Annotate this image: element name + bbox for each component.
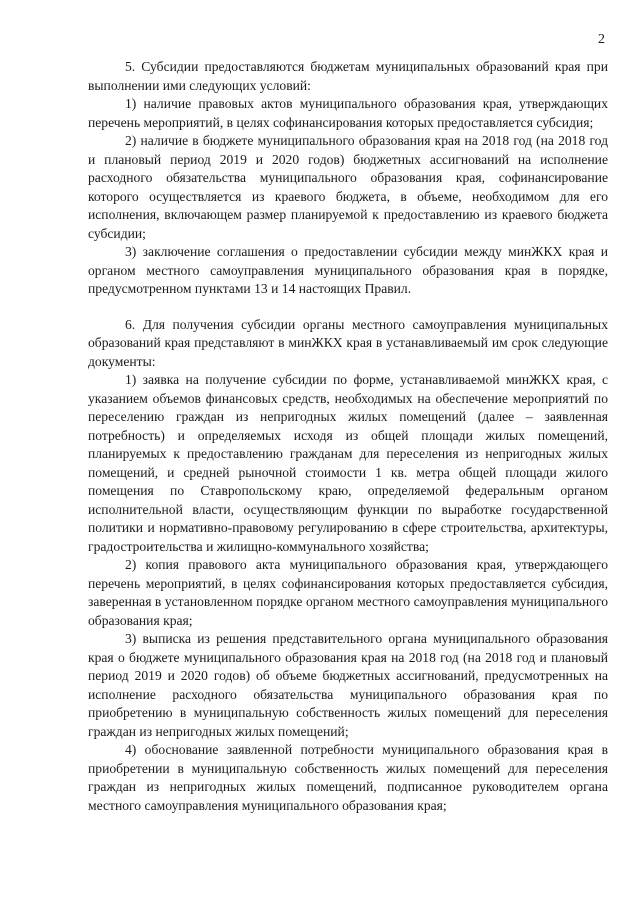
paragraph-5-item-3: 3) заключение соглашения о предоставлении субсидии между минЖКХ края и органом местного самоуправления муниципального образования края в порядке, предусмотренном пунктами 13 и 14 настоящих Правил.	[88, 244, 608, 296]
document-body	[88, 58, 608, 815]
paragraph-5: 5. Субсидии предоставляются бюджетам муниципальных образований края при выполнении ими следующих условий:	[88, 59, 608, 93]
page-number: 2	[598, 32, 605, 47]
paragraph-6-item-3: 3) выписка из решения представительного органа муниципального образования края о бюджете муниципального образования края на 2018 год (на 2018 год и плановый период 2019 и 2020 годов) об объеме бюджетных ассигнований, предусмотренных на исполнение расходного обязательства муниципального образования края по приобретению в муниципальную собственность жилых помещений для переселения граждан из непригодных жилых помещений;	[88, 631, 608, 739]
paragraph-6-item-4: 4) обоснование заявленной потребности муниципального образования края в приобретении в муниципальную собственность жилых помещений для переселения граждан из непригодных жилых помещений, подписанное руководителем органа местного самоуправления муниципального образования края;	[88, 742, 608, 813]
paragraph-5-item-1: 1) наличие правовых актов муниципального образования края, утверждающих перечень мероприятий, в целях софинансирования которых предоставляется субсидия;	[88, 96, 608, 130]
paragraph-6: 6. Для получения субсидии органы местного самоуправления муниципальных образований края представляют в минЖКХ края в устанавливаемый им срок следующие документы:	[88, 316, 608, 369]
paragraph-6-item-2: 2) копия правового акта муниципального образования края, утверждающего перечень мероприятий, в целях софинансирования которых предоставляется субсидия, заверенная в установленном порядке органом местного самоуправления муниципального образования края;	[88, 557, 608, 628]
paragraph-6-item-1: 1) заявка на получение субсидии по форме, устанавливаемой минЖКХ края, с указанием объемов финансовых средств, необходимых на обеспечение мероприятий по переселению граждан из непригодных жилых помещений (далее – заявленная потребность) и определяемых исходя из общей площади жилых помещений, планируемых к предоставлению гражданам для переселения из непригодных жилых помещений, и средней рыночной стоимости 1 кв. метра общей площади жилого помещения по Ставропольскому краю, определяемой федеральным органом исполнительной власти, осуществляющим функции по выработке государственной политики и нормативно-правовому регулированию в сфере строительства, архитектуры, градостроительства и жилищно-коммунального хозяйства;	[88, 372, 608, 554]
paragraph-5-item-2: 2) наличие в бюджете муниципального образования края на 2018 год (на 2018 год и плановый период 2019 и 2020 годов) бюджетных ассигнований на исполнение расходного обязательства муниципального образования края, софинансирование которого осуществляется из краевого бюджета, в объеме, необходимом для его исполнения, включающем размер планируемой к предоставлению из краевого бюджета субсидии;	[88, 133, 608, 241]
